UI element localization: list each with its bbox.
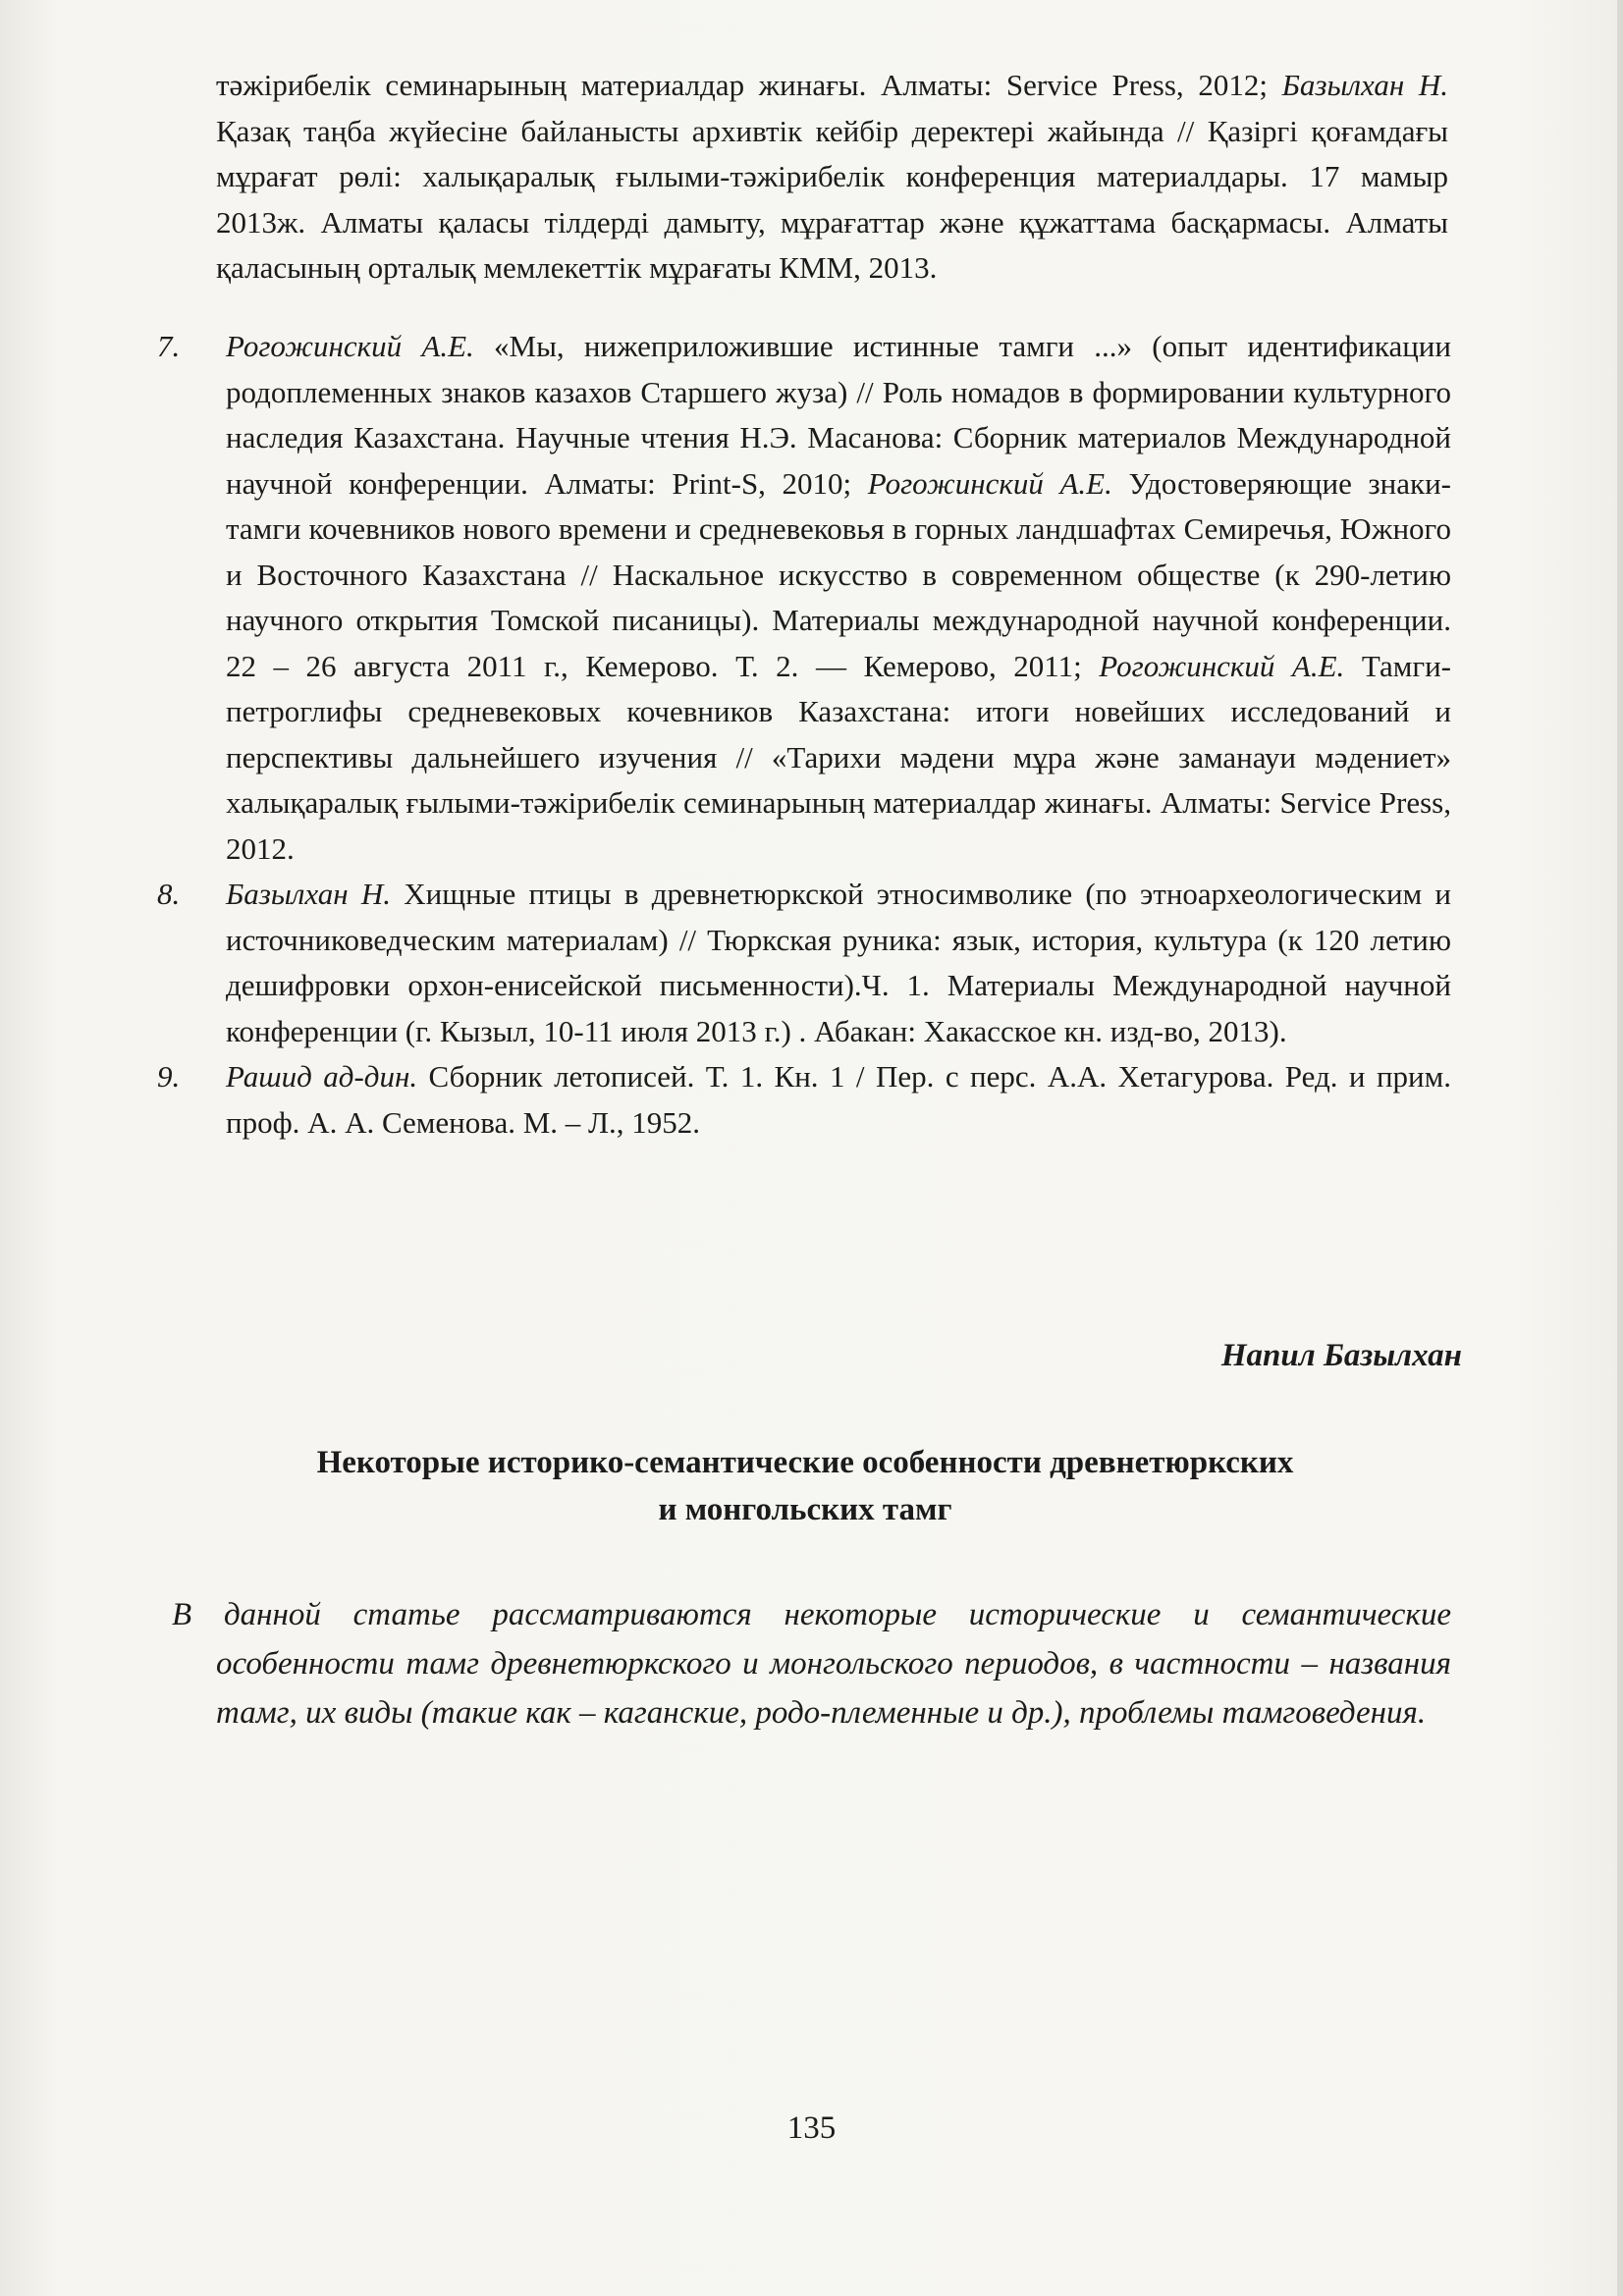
reference-text: Тамги-петроглифы средневековых кочевников Казахстана: итоги новейших исследований и перспективы дальнейшего изучения // «Тарихи мәдени мұра және заманауи мәдениет» халықаралық ғылыми-тәжірибелік семинарының материалдар жинағы. Алматы: Service Press, 2012.	[226, 648, 1451, 866]
article-title-line-1: Некоторые историко-семантические особенности древнетюркских	[316, 1445, 1294, 1480]
page-number: 135	[786, 2110, 837, 2146]
reference-text: Хищные птицы в древнетюркской этносимволике (по этноархеологическим и источниковедческим материалам) // Тюркская руника: язык, история, культура (к 120 летию дешифровки орхон-енисейской письменности).Ч. 1. Материалы Международной научной конференции (г. Кызыл, 10-11 июля 2013 г.) . Абакан: Хакасское кн. изд-во, 2013).	[226, 877, 1452, 1048]
reference-text: Сборник летописей. Т. 1. Кн. 1 / Пер. с перс. А.А. Хетагурова. Ред. и прим. проф. А. А. Семенова. М. – Л., 1952.	[226, 1059, 1452, 1140]
continuation-author: Базылхан Н.	[1281, 68, 1448, 102]
reference-text: Удостоверяющие знаки-тамги кочевников нового времени и средневековья в горных ландшафтах Семиречья, Южного и Восточного Казахстана // Наскальное искусство в современном обществе (к 290-летию научного открытия Томской писаницы). Материалы международной научной конференции. 22 – 26 августа 2011 г., Кемерово. Т. 2. — Кемерово, 2011;	[226, 465, 1452, 683]
reference-item-9	[157, 1054, 1451, 1146]
article-title	[157, 1439, 1453, 1533]
reference-author: Базылхан Н.	[226, 877, 391, 911]
continuation-text-1: тәжірибелік семинарының материалдар жинағы. Алматы: Service Press, 2012;	[216, 68, 1282, 102]
article-author: Напил Базылхан	[1220, 1338, 1462, 1373]
reference-item-7	[157, 324, 1451, 872]
reference-author: Рогожинский А.Е.	[867, 465, 1112, 501]
article-title-line-2: и монгольских тамг	[658, 1492, 952, 1527]
reference-number: 9.	[157, 1059, 181, 1094]
reference-item-8	[157, 872, 1451, 1054]
page-edge	[1617, 0, 1623, 2296]
reference-number: 7.	[157, 329, 181, 363]
reference-author: Рашид ад-дин.	[226, 1059, 418, 1094]
reference-number: 8.	[157, 877, 181, 911]
reference-text: «Мы, нижеприложившие истинные тамги ...» (опыт идентификации родоплеменных знаков казахов Старшего жуза) // Роль номадов в формировании культурного наследия Казахстана. Научные чтения Н.Э. Масанова: Сборник материалов Международной научной конференции. Алматы: Print-S, 2010;	[226, 329, 1451, 501]
reference-list	[157, 324, 1451, 1146]
article-abstract	[172, 1590, 1451, 1737]
reference-continuation	[216, 63, 1448, 292]
reference-author: Рогожинский А.Е.	[1099, 648, 1345, 683]
continuation-text-2: Қазақ таңба жүйесіне байланысты архивтік кейбір деректері жайында // Қазіргі қоғамдағы мұрағат рөлі: халықаралық ғылыми-тәжірибелік конференция материалдары. 17 мамыр 2013ж. Алматы қаласы тілдерді дамыту, мұрағаттар және құжаттама басқармасы. Алматы қаласының орталық мемлекеттік мұрағаты КММ, 2013.	[216, 113, 1448, 285]
reference-author: Рогожинский А.Е.	[226, 329, 474, 363]
abstract-text: В данной статье рассматриваются некоторые исторические и семантические особенности тамг древнетюркского и монгольского периодов, в частности – названия тамг, их виды (такие как – каганские, родо-племенные и др.), проблемы тамговедения.	[172, 1597, 1451, 1731]
